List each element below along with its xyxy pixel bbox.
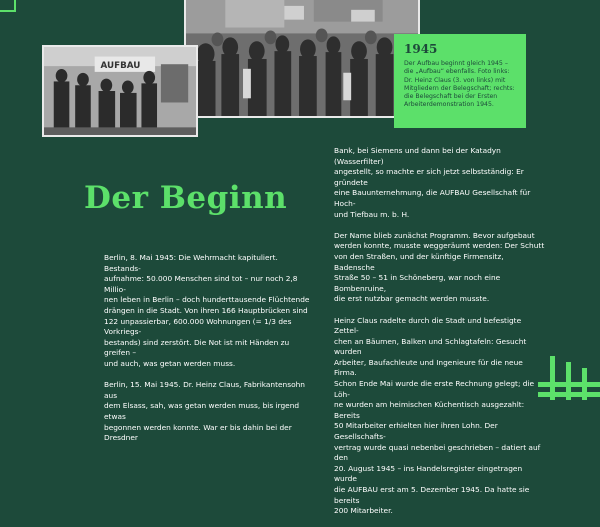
paragraph <box>334 316 546 517</box>
paragraph <box>104 253 316 370</box>
text-line: bestands) sind zerstört. Die Not ist mit Händen zu greifen – <box>104 337 290 358</box>
text-line: nen leben in Berlin – doch hunderttausende Flüchtende <box>104 295 310 305</box>
text-line: Arbeiter, Baufachleute und Ingenieure für die neue Firma. <box>334 357 523 378</box>
caption-line: die Belegschaft bei der Ersten <box>404 93 498 101</box>
text-line: Berlin, 8. Mai 1945: Die Wehrmacht kapituliert. Bestands- <box>104 253 278 273</box>
text-line: Bank, bei Siemens und dann bei der Katadyn (Wasserfilter) <box>334 146 501 166</box>
text-line: ne wurden am heimischen Küchentisch ausgezahlt: Bereits <box>334 400 525 420</box>
text-line: 20. August 1945 – ins Handelsregister eingetragen wurde <box>334 463 523 484</box>
caption-text <box>404 60 518 110</box>
right-column-text <box>334 146 546 527</box>
text-line: dem Elsass, sah, was getan werden muss, bis irgend etwas <box>104 401 300 421</box>
caption-line: Mitgliedern der Belegschaft; rechts: <box>404 84 515 92</box>
text-line: 122 unpassierbar, 600.000 Wohnungen (= 1/3 des Vorkriegs- <box>104 316 292 337</box>
text-line: begonnen werden konnte. War er bis dahin bei der Dresdner <box>104 422 292 443</box>
caption-line: Arbeiterdemonstration 1945. <box>404 101 494 109</box>
paragraph <box>104 380 316 444</box>
text-line: 200 Mitarbeiter. <box>334 506 393 516</box>
caption-line: Der Aufbau beginnt gleich 1945 – <box>404 60 508 67</box>
photo-caption-box <box>394 34 526 128</box>
text-line: die erst nutzbar gemacht werden musste. <box>334 294 490 304</box>
caption-line: die „Aufbau“ ebenfalls. Foto links: <box>404 68 510 76</box>
text-line: drängen in die Stadt. Von ihren 166 Hauptbrücken sind <box>104 305 308 315</box>
text-line: die AUFBAU erst am 5. Dezember 1945. Da hatte sie bereits <box>334 485 530 505</box>
caption-line: Dr. Heinz Claus (3. von links) mit <box>404 76 506 84</box>
photo-staff <box>42 45 198 137</box>
text-line: und Tiefbau m. b. H. <box>334 209 410 219</box>
text-line: Heinz Claus radelte durch die Stadt und befestigte Zettel- <box>334 315 522 336</box>
text-line: und auch, was getan werden muss. <box>104 358 236 368</box>
text-line: 50 Mitarbeiter erhielten hier ihren Lohn. Der Gesellschafts- <box>334 421 498 442</box>
paragraph <box>334 146 546 220</box>
left-column-text <box>104 253 316 454</box>
text-line: eine Bauunternehmung, die AUFBAU Gesellschaft für Hoch- <box>334 188 531 208</box>
text-line: chen an Bäumen, Balken und Schlagtafeln: Gesucht wurden <box>334 336 527 357</box>
text-line: aufnahme: 50.000 Menschen sind tot – nur noch 2,8 Millio- <box>104 274 298 294</box>
text-line: werden konnte, musste weggeräumt werden: Der Schutt <box>334 241 545 251</box>
aufbau-logo-mark-icon <box>538 356 600 400</box>
paragraph <box>334 231 546 305</box>
photo-demonstration <box>184 0 420 118</box>
text-line: Der Name blieb zunächst Programm. Bevor aufgebaut <box>334 230 535 240</box>
text-line: von den Straßen, und der künftige Firmensitz, Badensche <box>334 251 504 272</box>
page-title: Der Beginn <box>84 180 288 216</box>
photo-sign-text: AUFBAU <box>100 61 141 72</box>
text-line: Berlin, 15. Mai 1945. Dr. Heinz Claus, Fabrikantensohn aus <box>104 380 305 400</box>
text-line: angestellt, so machte er sich jetzt selbstständig: Er gründete <box>334 167 524 187</box>
text-line: Schon Ende Mai wurde die erste Rechnung gelegt; die Löh- <box>334 379 535 399</box>
text-line: vertrag wurde quasi nebenbei geschrieben – datiert auf den <box>334 442 541 463</box>
corner-bracket-icon <box>0 0 16 12</box>
caption-year: 1945 <box>404 42 438 56</box>
text-line: Straße 50 – 51 in Schöneberg, war noch eine Bombenruine, <box>334 273 501 293</box>
